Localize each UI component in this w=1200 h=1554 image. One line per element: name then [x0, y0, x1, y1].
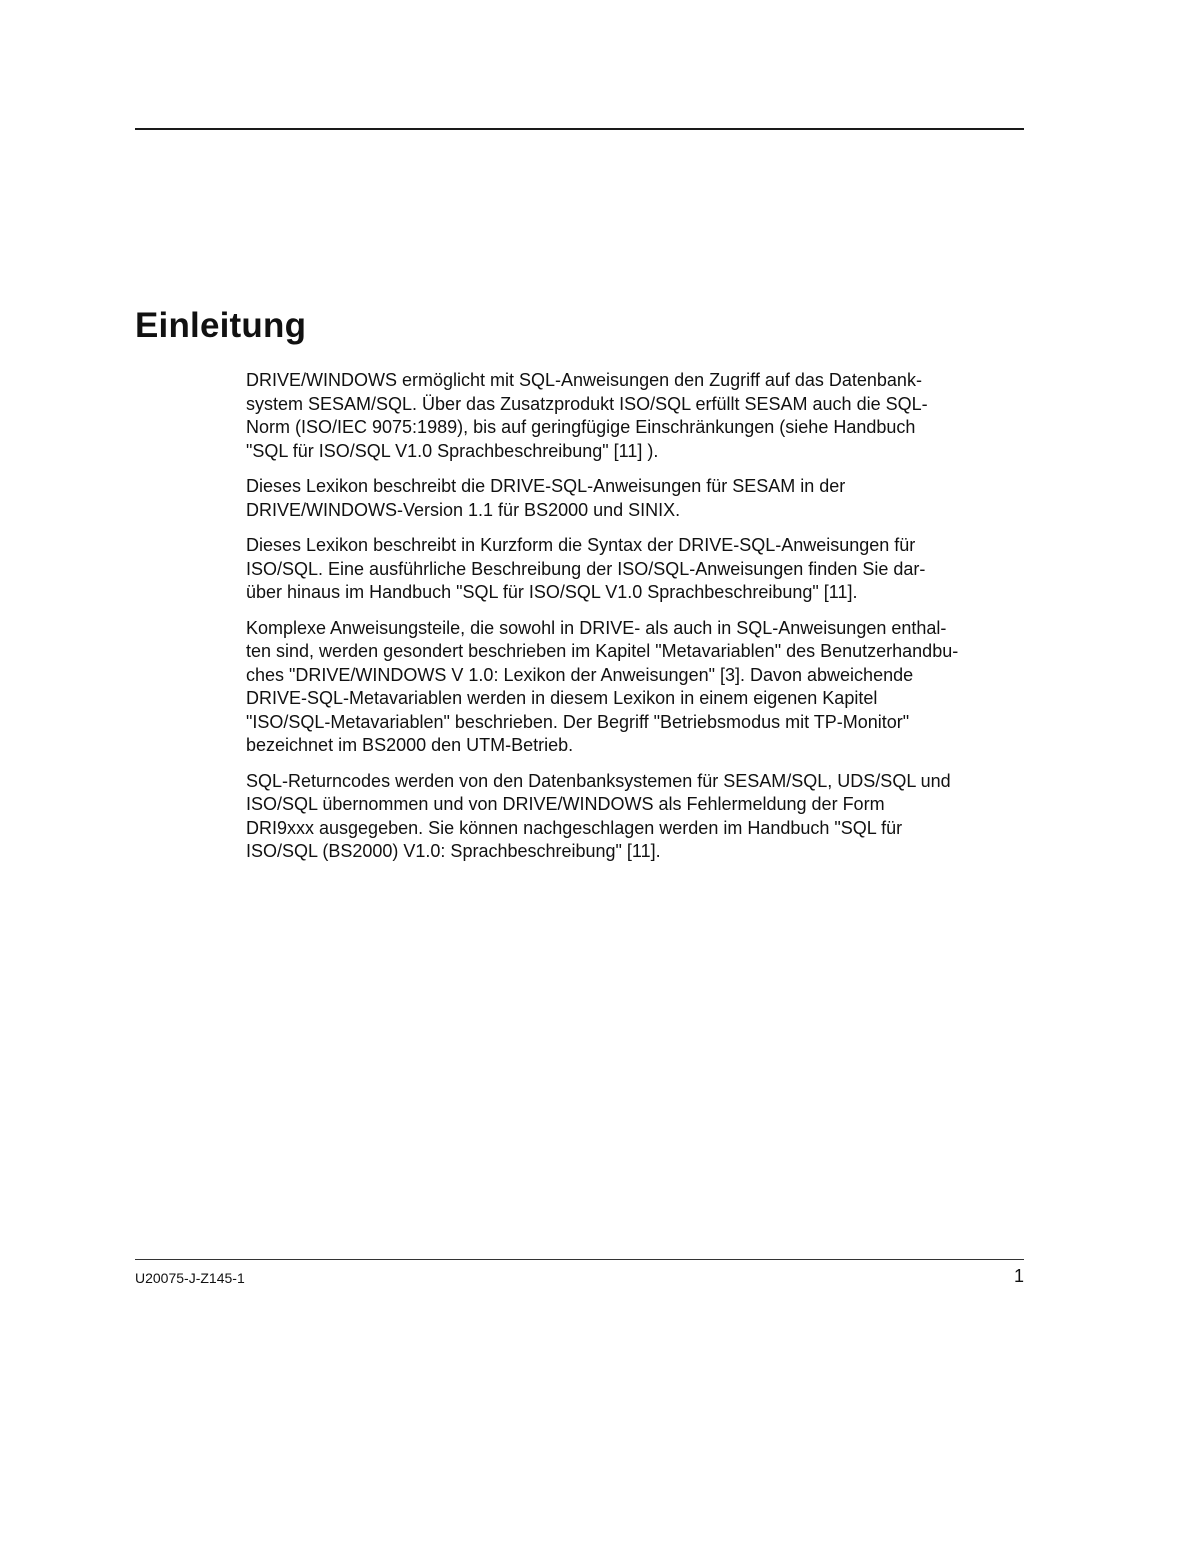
- text-line: DRIVE/WINDOWS-Version 1.1 für BS2000 und SINIX.: [246, 499, 681, 520]
- body-text: [246, 369, 1021, 876]
- text-line: ten sind, werden gesondert beschrieben im Kapitel "Metavariablen" des Benutzerhandbu-: [246, 641, 959, 661]
- text-line: ISO/SQL übernommen und von DRIVE/WINDOWS als Fehlermeldung der Form: [246, 794, 885, 814]
- text-line: system SESAM/SQL. Über das Zusatzprodukt ISO/SQL erfüllt SESAM auch die SQL-: [246, 393, 928, 414]
- chapter-title: Einleitung: [135, 306, 307, 345]
- page-number: 1: [1013, 1266, 1024, 1286]
- text-line: über hinaus im Handbuch "SQL für ISO/SQL V1.0 Sprachbeschreibung" [11].: [246, 582, 858, 602]
- text-line: DRIVE-SQL-Metavariablen werden in diesem Lexikon in einem eigenen Kapitel: [246, 688, 878, 708]
- text-line: DRIVE/WINDOWS ermöglicht mit SQL-Anweisungen den Zugriff auf das Datenbank-: [246, 370, 922, 390]
- text-line: "SQL für ISO/SQL V1.0 Sprachbeschreibung" [11] ).: [246, 440, 659, 461]
- paragraph-intro: [246, 369, 1021, 463]
- text-line: Norm (ISO/IEC 9075:1989), bis auf geringfügige Einschränkungen (siehe Handbuch: [246, 417, 916, 437]
- text-line: SQL-Returncodes werden von den Datenbanksystemen für SESAM/SQL, UDS/SQL und: [246, 770, 951, 791]
- paragraph-sesam-version: [246, 475, 1021, 522]
- paragraph-metavariables: [246, 617, 1021, 758]
- text-line: Komplexe Anweisungsteile, die sowohl in DRIVE- als auch in SQL-Anweisungen enthal-: [246, 617, 947, 638]
- text-line: ISO/SQL (BS2000) V1.0: Sprachbeschreibung" [11].: [246, 841, 661, 861]
- paragraph-iso-sql-syntax: [246, 534, 1021, 605]
- text-line: DRI9xxx ausgegeben. Sie können nachgeschlagen werden im Handbuch "SQL für: [246, 817, 903, 838]
- text-line: Dieses Lexikon beschreibt die DRIVE-SQL-Anweisungen für SESAM in der: [246, 476, 846, 496]
- footer-document-code: U20075-J-Z145-1: [135, 1270, 245, 1286]
- header-rule: [135, 128, 1024, 130]
- paragraph-returncodes: [246, 770, 1021, 864]
- text-line: bezeichnet im BS2000 den UTM-Betrieb.: [246, 735, 574, 755]
- text-line: Dieses Lexikon beschreibt in Kurzform die Syntax der DRIVE-SQL-Anweisungen für: [246, 535, 916, 555]
- text-line: ISO/SQL. Eine ausführliche Beschreibung der ISO/SQL-Anweisungen finden Sie dar-: [246, 558, 926, 579]
- footer-rule: [135, 1259, 1024, 1260]
- text-line: ches "DRIVE/WINDOWS V 1.0: Lexikon der Anweisungen" [3]. Davon abweichende: [246, 664, 914, 685]
- text-line: "ISO/SQL-Metavariablen" beschrieben. Der Begriff "Betriebsmodus mit TP-Monitor": [246, 711, 910, 732]
